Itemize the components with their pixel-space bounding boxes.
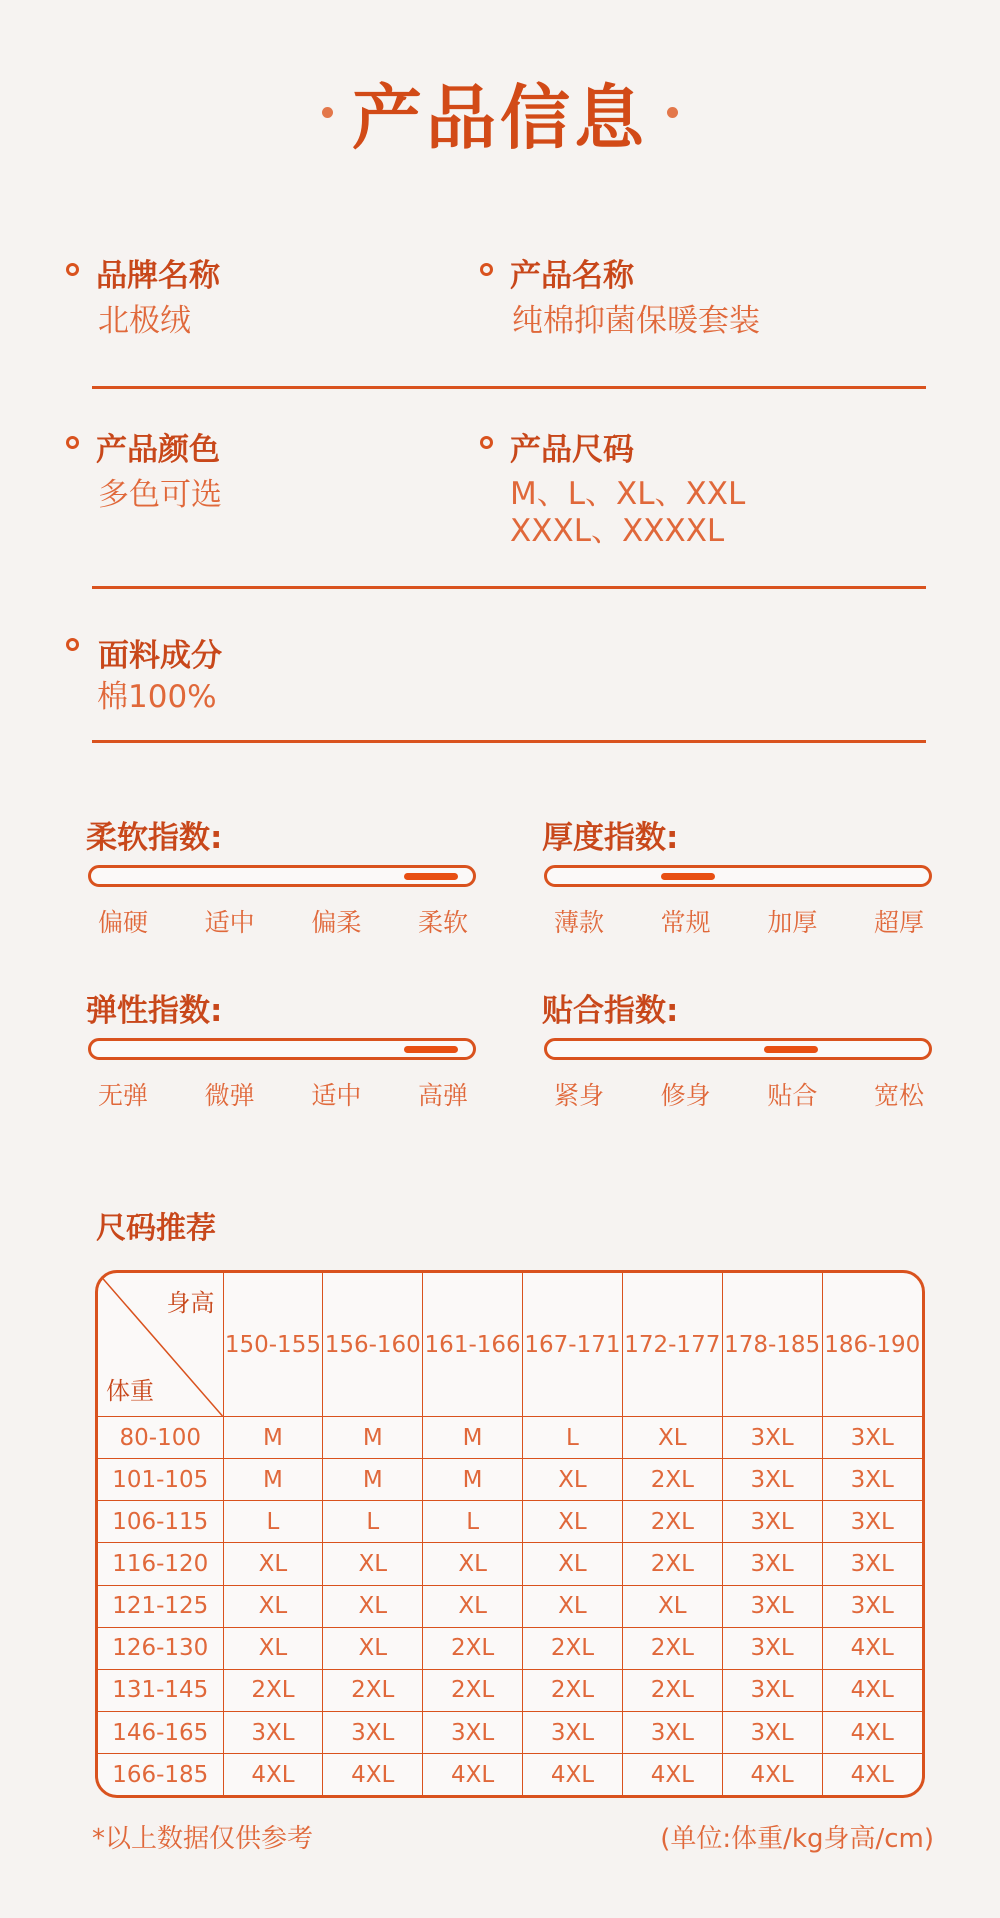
thickness-index-knob xyxy=(661,873,715,880)
height-header: 178-185 xyxy=(722,1273,822,1417)
size-cell: 3XL xyxy=(622,1711,722,1753)
size-value-line1: M、L、XL、XXL xyxy=(510,476,746,512)
weight-cell: 131-145 xyxy=(98,1669,223,1711)
softness-index-track xyxy=(88,865,476,887)
size-label: 产品尺码 xyxy=(510,432,634,468)
weight-cell: 146-165 xyxy=(98,1711,223,1753)
size-table-corner-cell xyxy=(98,1273,223,1417)
fit-index-labels xyxy=(554,1076,924,1112)
brand-value: 北极绒 xyxy=(98,303,191,339)
size-cell: XL xyxy=(622,1585,722,1627)
elasticity-index-knob xyxy=(404,1046,458,1053)
weight-cell: 166-185 xyxy=(98,1754,223,1795)
title-dot-left xyxy=(322,107,333,118)
table-row xyxy=(98,1754,922,1795)
index-level-label: 薄款 xyxy=(554,908,605,937)
divider xyxy=(92,386,926,389)
size-cell: 3XL xyxy=(323,1711,423,1753)
size-cell: XL xyxy=(423,1585,523,1627)
product-label: 产品名称 xyxy=(510,258,634,294)
index-level-label: 无弹 xyxy=(98,1081,149,1110)
weight-cell: 101-105 xyxy=(98,1459,223,1501)
size-table xyxy=(95,1270,925,1798)
size-cell: XL xyxy=(223,1627,323,1669)
size-cell: 4XL xyxy=(423,1754,523,1795)
size-cell: M xyxy=(323,1459,423,1501)
size-cell: M xyxy=(423,1417,523,1459)
index-level-label: 柔软 xyxy=(417,908,468,937)
index-level-label: 常规 xyxy=(660,908,711,937)
color-bullet xyxy=(66,436,79,449)
fabric-label: 面料成分 xyxy=(98,638,222,674)
size-cell: 3XL xyxy=(722,1585,822,1627)
size-cell: 3XL xyxy=(722,1543,822,1585)
size-cell: 2XL xyxy=(523,1669,623,1711)
size-cell: 4XL xyxy=(822,1669,922,1711)
size-cell: 3XL xyxy=(722,1459,822,1501)
index-level-label: 适中 xyxy=(311,1081,362,1110)
size-cell: XL xyxy=(223,1585,323,1627)
size-cell: 3XL xyxy=(722,1501,822,1543)
size-cell: 2XL xyxy=(523,1627,623,1669)
weight-cell: 80-100 xyxy=(98,1417,223,1459)
brand-bullet xyxy=(66,263,79,276)
size-cell: 3XL xyxy=(423,1711,523,1753)
size-cell: 2XL xyxy=(622,1627,722,1669)
title-dot-right xyxy=(667,107,678,118)
size-cell: M xyxy=(323,1417,423,1459)
size-cell: 3XL xyxy=(822,1585,922,1627)
fabric-bullet xyxy=(66,638,79,651)
softness-index-labels xyxy=(98,903,468,939)
size-cell: 3XL xyxy=(722,1417,822,1459)
size-cell: 2XL xyxy=(622,1501,722,1543)
size-cell: M xyxy=(423,1459,523,1501)
table-row xyxy=(98,1417,922,1459)
weight-cell: 121-125 xyxy=(98,1585,223,1627)
table-row xyxy=(98,1627,922,1669)
size-cell: L xyxy=(323,1501,423,1543)
height-header: 167-171 xyxy=(523,1273,623,1417)
size-cell: 3XL xyxy=(822,1543,922,1585)
height-header: 156-160 xyxy=(323,1273,423,1417)
size-cell: XL xyxy=(523,1585,623,1627)
size-cell: 3XL xyxy=(722,1711,822,1753)
size-cell: M xyxy=(223,1417,323,1459)
height-header: 172-177 xyxy=(622,1273,722,1417)
fit-index-knob xyxy=(764,1046,818,1053)
size-cell: XL xyxy=(323,1627,423,1669)
table-row xyxy=(98,1585,922,1627)
size-cell: XL xyxy=(523,1501,623,1543)
size-cell: 2XL xyxy=(223,1669,323,1711)
size-cell: 3XL xyxy=(822,1501,922,1543)
brand-label: 品牌名称 xyxy=(96,258,220,294)
index-level-label: 适中 xyxy=(204,908,255,937)
size-cell: 3XL xyxy=(822,1459,922,1501)
size-cell: 2XL xyxy=(323,1669,423,1711)
fit-index-track xyxy=(544,1038,932,1060)
size-cell: XL xyxy=(622,1417,722,1459)
elasticity-index-title: 弹性指数: xyxy=(86,993,223,1029)
table-row xyxy=(98,1669,922,1711)
size-cell: 2XL xyxy=(622,1543,722,1585)
index-level-label: 修身 xyxy=(660,1081,711,1110)
index-level-label: 偏柔 xyxy=(311,908,362,937)
size-cell: 4XL xyxy=(722,1754,822,1795)
size-table-header-row xyxy=(98,1273,922,1417)
size-cell: M xyxy=(223,1459,323,1501)
size-cell: 3XL xyxy=(523,1711,623,1753)
size-value-line2: XXXL、XXXXL xyxy=(510,513,725,549)
table-row xyxy=(98,1501,922,1543)
index-level-label: 超厚 xyxy=(873,908,924,937)
index-level-label: 微弹 xyxy=(204,1081,255,1110)
height-header: 161-166 xyxy=(423,1273,523,1417)
size-table-body xyxy=(98,1417,922,1795)
thickness-index-labels xyxy=(554,903,924,939)
size-table-title: 尺码推荐 xyxy=(96,1211,216,1246)
weight-cell: 116-120 xyxy=(98,1543,223,1585)
product-bullet xyxy=(480,263,493,276)
size-cell: 4XL xyxy=(822,1754,922,1795)
size-cell: XL xyxy=(323,1543,423,1585)
color-value: 多色可选 xyxy=(98,477,222,513)
fit-index-title: 贴合指数: xyxy=(542,993,679,1029)
size-cell: 2XL xyxy=(423,1669,523,1711)
size-cell: L xyxy=(423,1501,523,1543)
size-cell: 4XL xyxy=(323,1754,423,1795)
product-value: 纯棉抑菌保暖套装 xyxy=(512,303,760,339)
size-cell: 2XL xyxy=(622,1459,722,1501)
size-cell: 4XL xyxy=(622,1754,722,1795)
footnote-units: (单位:体重/kg身高/cm) xyxy=(660,1824,934,1854)
size-cell: XL xyxy=(323,1585,423,1627)
divider xyxy=(92,586,926,589)
table-row xyxy=(98,1459,922,1501)
index-level-label: 加厚 xyxy=(767,908,818,937)
index-level-label: 偏硬 xyxy=(98,908,149,937)
page-title xyxy=(0,62,1000,163)
index-level-label: 高弹 xyxy=(417,1081,468,1110)
weight-cell: 106-115 xyxy=(98,1501,223,1543)
size-bullet xyxy=(480,436,493,449)
thickness-index-track xyxy=(544,865,932,887)
size-cell: XL xyxy=(523,1459,623,1501)
size-cell: 2XL xyxy=(423,1627,523,1669)
softness-index-title: 柔软指数: xyxy=(86,820,223,856)
footnote-disclaimer: *以上数据仅供参考 xyxy=(92,1824,314,1854)
size-cell: 3XL xyxy=(722,1669,822,1711)
size-table-grid xyxy=(98,1273,922,1795)
size-cell: 4XL xyxy=(822,1711,922,1753)
table-row xyxy=(98,1543,922,1585)
divider xyxy=(92,740,926,743)
size-cell: 4XL xyxy=(223,1754,323,1795)
index-level-label: 紧身 xyxy=(554,1081,605,1110)
size-cell: L xyxy=(523,1417,623,1459)
size-cell: 3XL xyxy=(822,1417,922,1459)
color-label: 产品颜色 xyxy=(96,432,220,468)
size-cell: XL xyxy=(523,1543,623,1585)
fabric-value: 棉100% xyxy=(97,679,217,715)
corner-weight-label: 体重 xyxy=(106,1377,154,1406)
corner-height-label: 身高 xyxy=(166,1289,215,1317)
size-cell: 4XL xyxy=(523,1754,623,1795)
size-cell: XL xyxy=(423,1543,523,1585)
size-cell: XL xyxy=(223,1543,323,1585)
height-header: 150-155 xyxy=(223,1273,323,1417)
size-cell: L xyxy=(223,1501,323,1543)
thickness-index-title: 厚度指数: xyxy=(542,820,679,856)
softness-index-knob xyxy=(404,873,458,880)
elasticity-index-labels xyxy=(98,1076,468,1112)
size-cell: 2XL xyxy=(622,1669,722,1711)
size-cell: 4XL xyxy=(822,1627,922,1669)
weight-cell: 126-130 xyxy=(98,1627,223,1669)
index-level-label: 贴合 xyxy=(767,1081,818,1110)
index-level-label: 宽松 xyxy=(873,1081,924,1110)
table-row xyxy=(98,1711,922,1753)
elasticity-index-track xyxy=(88,1038,476,1060)
size-cell: 3XL xyxy=(223,1711,323,1753)
size-cell: 3XL xyxy=(722,1627,822,1669)
page-title-text: 产品信息 xyxy=(352,77,648,159)
height-header: 186-190 xyxy=(822,1273,922,1417)
